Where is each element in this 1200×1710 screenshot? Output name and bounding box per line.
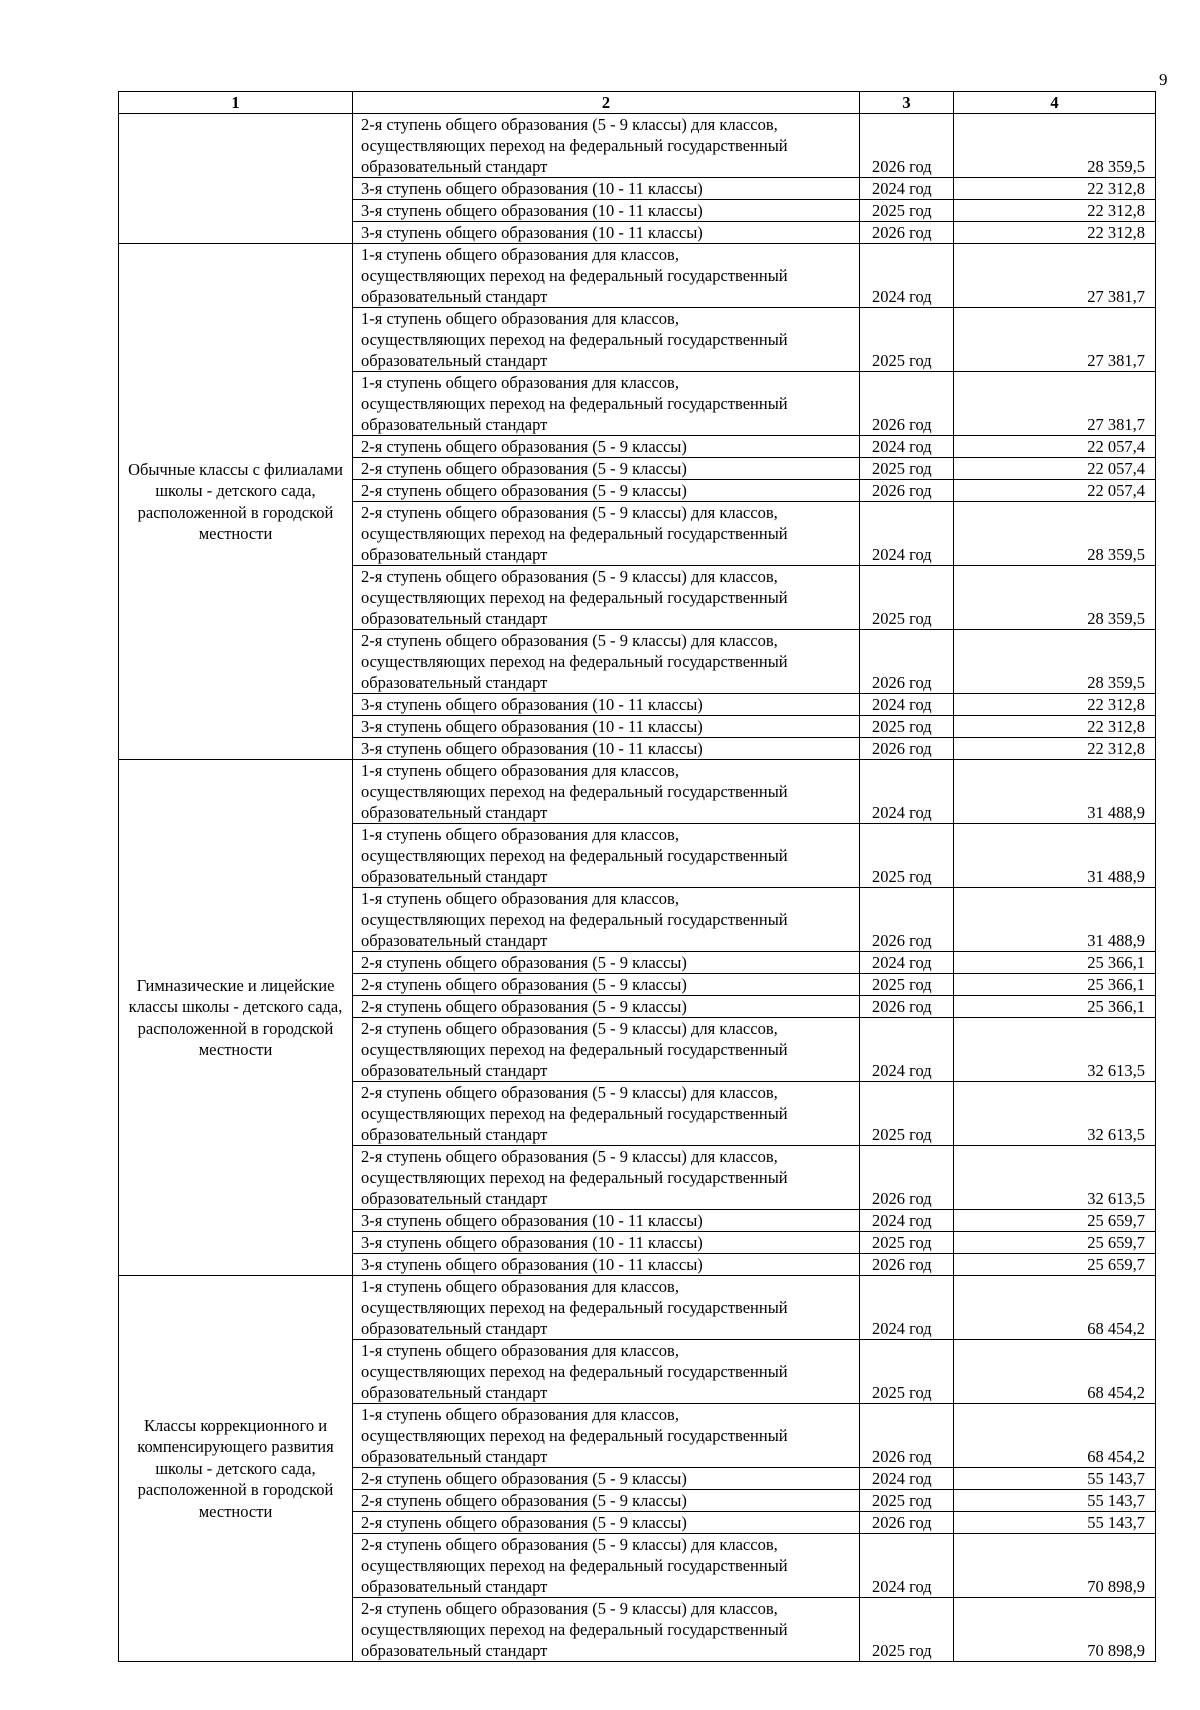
year-cell: 2026 год	[860, 1404, 954, 1468]
value-cell: 25 659,7	[954, 1254, 1156, 1276]
level-description-cell	[353, 1254, 860, 1276]
tariff-table	[118, 91, 1156, 1662]
description-line: 1-я ступень общего образования для классов,	[361, 309, 679, 328]
value-cell: 55 143,7	[954, 1490, 1156, 1512]
table-row	[119, 1276, 1156, 1340]
header-row	[119, 92, 1156, 114]
description-line: 1-я ступень общего образования для классов,	[361, 761, 679, 780]
level-description-cell	[353, 1404, 860, 1468]
level-description-cell	[353, 716, 860, 738]
level-description-cell	[353, 372, 860, 436]
level-description-cell	[353, 1018, 860, 1082]
year-cell: 2026 год	[860, 1254, 954, 1276]
level-description-cell	[353, 738, 860, 760]
year-cell: 2024 год	[860, 1210, 954, 1232]
year-cell: 2025 год	[860, 716, 954, 738]
value-cell: 28 359,5	[954, 114, 1156, 178]
year-cell: 2025 год	[860, 824, 954, 888]
description-line: осуществляющих переход на федеральный государственный	[361, 1040, 788, 1059]
description-line: осуществляющих переход на федеральный государственный	[361, 1620, 788, 1639]
description-line: образовательный стандарт	[361, 287, 548, 306]
description-line: 3-я ступень общего образования (10 - 11 классы)	[361, 201, 703, 220]
description-line: образовательный стандарт	[361, 673, 548, 692]
value-cell: 27 381,7	[954, 308, 1156, 372]
column-header: 4	[954, 92, 1156, 114]
level-description-cell	[353, 222, 860, 244]
description-line: 1-я ступень общего образования для классов,	[361, 373, 679, 392]
description-line: образовательный стандарт	[361, 1383, 548, 1402]
description-line: 2-я ступень общего образования (5 - 9 классы)	[361, 459, 687, 478]
level-description-cell	[353, 480, 860, 502]
value-cell: 68 454,2	[954, 1404, 1156, 1468]
description-line: осуществляющих переход на федеральный государственный	[361, 266, 788, 285]
year-cell: 2025 год	[860, 458, 954, 480]
table-row	[119, 760, 1156, 824]
description-line: осуществляющих переход на федеральный государственный	[361, 846, 788, 865]
table-body	[119, 114, 1156, 1662]
description-line: 3-я ступень общего образования (10 - 11 классы)	[361, 1255, 703, 1274]
value-cell: 68 454,2	[954, 1340, 1156, 1404]
level-description-cell	[353, 1340, 860, 1404]
description-line: осуществляющих переход на федеральный государственный	[361, 1362, 788, 1381]
level-description-cell	[353, 178, 860, 200]
value-cell: 31 488,9	[954, 760, 1156, 824]
column-header: 3	[860, 92, 954, 114]
level-description-cell	[353, 1232, 860, 1254]
year-cell: 2026 год	[860, 1146, 954, 1210]
level-description-cell	[353, 1468, 860, 1490]
description-line: осуществляющих переход на федеральный государственный	[361, 1556, 788, 1575]
description-line: осуществляющих переход на федеральный государственный	[361, 588, 788, 607]
level-description-cell	[353, 1276, 860, 1340]
level-description-cell	[353, 502, 860, 566]
value-cell: 27 381,7	[954, 372, 1156, 436]
value-cell: 25 659,7	[954, 1232, 1156, 1254]
level-description-cell	[353, 952, 860, 974]
description-line: образовательный стандарт	[361, 1125, 548, 1144]
value-cell: 22 312,8	[954, 716, 1156, 738]
description-line: 2-я ступень общего образования (5 - 9 классы) для классов,	[361, 1147, 778, 1166]
description-line: 1-я ступень общего образования для классов,	[361, 1277, 679, 1296]
description-line: 3-я ступень общего образования (10 - 11 классы)	[361, 179, 703, 198]
value-cell: 22 312,8	[954, 222, 1156, 244]
value-cell: 70 898,9	[954, 1534, 1156, 1598]
category-cell: Классы коррекционного и компенсирующего развития школы - детского сада, расположенной в городской местности	[119, 1276, 353, 1662]
value-cell: 22 057,4	[954, 480, 1156, 502]
description-line: 2-я ступень общего образования (5 - 9 классы)	[361, 953, 687, 972]
level-description-cell	[353, 888, 860, 952]
value-cell: 32 613,5	[954, 1146, 1156, 1210]
description-line: 1-я ступень общего образования для классов,	[361, 889, 679, 908]
level-description-cell	[353, 630, 860, 694]
description-line: образовательный стандарт	[361, 1577, 548, 1596]
year-cell: 2025 год	[860, 1598, 954, 1662]
description-line: образовательный стандарт	[361, 1189, 548, 1208]
value-cell: 55 143,7	[954, 1512, 1156, 1534]
description-line: осуществляющих переход на федеральный государственный	[361, 910, 788, 929]
description-line: осуществляющих переход на федеральный государственный	[361, 782, 788, 801]
description-line: 2-я ступень общего образования (5 - 9 классы) для классов,	[361, 631, 778, 650]
table-row	[119, 244, 1156, 308]
description-line: 2-я ступень общего образования (5 - 9 классы)	[361, 481, 687, 500]
value-cell: 22 312,8	[954, 738, 1156, 760]
description-line: 1-я ступень общего образования для классов,	[361, 245, 679, 264]
value-cell: 25 366,1	[954, 952, 1156, 974]
description-line: 1-я ступень общего образования для классов,	[361, 1405, 679, 1424]
level-description-cell	[353, 436, 860, 458]
description-line: образовательный стандарт	[361, 609, 548, 628]
value-cell: 31 488,9	[954, 824, 1156, 888]
description-line: 3-я ступень общего образования (10 - 11 классы)	[361, 717, 703, 736]
description-line: 2-я ступень общего образования (5 - 9 классы) для классов,	[361, 1599, 778, 1618]
year-cell: 2025 год	[860, 308, 954, 372]
year-cell: 2026 год	[860, 222, 954, 244]
level-description-cell	[353, 566, 860, 630]
description-line: осуществляющих переход на федеральный государственный	[361, 1104, 788, 1123]
level-description-cell	[353, 694, 860, 716]
year-cell: 2024 год	[860, 244, 954, 308]
year-cell: 2026 год	[860, 1512, 954, 1534]
year-cell: 2024 год	[860, 1468, 954, 1490]
description-line: 2-я ступень общего образования (5 - 9 классы) для классов,	[361, 1535, 778, 1554]
year-cell: 2025 год	[860, 1232, 954, 1254]
value-cell: 32 613,5	[954, 1018, 1156, 1082]
description-line: образовательный стандарт	[361, 545, 548, 564]
description-line: 3-я ступень общего образования (10 - 11 классы)	[361, 1211, 703, 1230]
year-cell: 2026 год	[860, 996, 954, 1018]
description-line: образовательный стандарт	[361, 867, 548, 886]
value-cell: 68 454,2	[954, 1276, 1156, 1340]
description-line: осуществляющих переход на федеральный государственный	[361, 330, 788, 349]
level-description-cell	[353, 1210, 860, 1232]
category-cell: Гимназические и лицейские классы школы - детского сада, расположенной в городской местности	[119, 760, 353, 1276]
year-cell: 2025 год	[860, 200, 954, 222]
description-line: 2-я ступень общего образования (5 - 9 классы)	[361, 1513, 687, 1532]
description-line: образовательный стандарт	[361, 351, 548, 370]
description-line: образовательный стандарт	[361, 1447, 548, 1466]
year-cell: 2025 год	[860, 974, 954, 996]
year-cell: 2024 год	[860, 952, 954, 974]
description-line: образовательный стандарт	[361, 415, 548, 434]
value-cell: 22 057,4	[954, 458, 1156, 480]
year-cell: 2024 год	[860, 502, 954, 566]
value-cell: 25 659,7	[954, 1210, 1156, 1232]
description-line: 3-я ступень общего образования (10 - 11 классы)	[361, 695, 703, 714]
level-description-cell	[353, 824, 860, 888]
level-description-cell	[353, 974, 860, 996]
value-cell: 22 312,8	[954, 178, 1156, 200]
description-line: образовательный стандарт	[361, 1319, 548, 1338]
value-cell: 55 143,7	[954, 1468, 1156, 1490]
description-line: 2-я ступень общего образования (5 - 9 классы) для классов,	[361, 115, 778, 134]
level-description-cell	[353, 1490, 860, 1512]
year-cell: 2024 год	[860, 178, 954, 200]
level-description-cell	[353, 1534, 860, 1598]
year-cell: 2026 год	[860, 114, 954, 178]
description-line: образовательный стандарт	[361, 157, 548, 176]
year-cell: 2026 год	[860, 888, 954, 952]
column-header: 1	[119, 92, 353, 114]
level-description-cell	[353, 200, 860, 222]
year-cell: 2024 год	[860, 1276, 954, 1340]
value-cell: 25 366,1	[954, 974, 1156, 996]
description-line: 3-я ступень общего образования (10 - 11 классы)	[361, 223, 703, 242]
level-description-cell	[353, 308, 860, 372]
description-line: 2-я ступень общего образования (5 - 9 классы) для классов,	[361, 1083, 778, 1102]
column-header: 2	[353, 92, 860, 114]
value-cell: 22 057,4	[954, 436, 1156, 458]
description-line: осуществляющих переход на федеральный государственный	[361, 1426, 788, 1445]
value-cell: 70 898,9	[954, 1598, 1156, 1662]
level-description-cell	[353, 1082, 860, 1146]
description-line: осуществляющих переход на федеральный государственный	[361, 136, 788, 155]
value-cell: 31 488,9	[954, 888, 1156, 952]
description-line: 3-я ступень общего образования (10 - 11 классы)	[361, 1233, 703, 1252]
description-line: 2-я ступень общего образования (5 - 9 классы)	[361, 997, 687, 1016]
page-number: 9	[1159, 70, 1168, 89]
category-cell	[119, 114, 353, 244]
year-cell: 2024 год	[860, 760, 954, 824]
description-line: осуществляющих переход на федеральный государственный	[361, 524, 788, 543]
description-line: 2-я ступень общего образования (5 - 9 классы) для классов,	[361, 503, 778, 522]
year-cell: 2026 год	[860, 372, 954, 436]
description-line: 2-я ступень общего образования (5 - 9 классы)	[361, 975, 687, 994]
year-cell: 2024 год	[860, 1534, 954, 1598]
description-line: 1-я ступень общего образования для классов,	[361, 1341, 679, 1360]
value-cell: 32 613,5	[954, 1082, 1156, 1146]
level-description-cell	[353, 458, 860, 480]
description-line: образовательный стандарт	[361, 931, 548, 950]
value-cell: 22 312,8	[954, 200, 1156, 222]
value-cell: 25 366,1	[954, 996, 1156, 1018]
description-line: 2-я ступень общего образования (5 - 9 классы) для классов,	[361, 567, 778, 586]
description-line: 1-я ступень общего образования для классов,	[361, 825, 679, 844]
description-line: образовательный стандарт	[361, 803, 548, 822]
value-cell: 22 312,8	[954, 694, 1156, 716]
value-cell: 28 359,5	[954, 502, 1156, 566]
description-line: осуществляющих переход на федеральный государственный	[361, 1168, 788, 1187]
year-cell: 2024 год	[860, 436, 954, 458]
level-description-cell	[353, 1598, 860, 1662]
year-cell: 2025 год	[860, 566, 954, 630]
year-cell: 2025 год	[860, 1082, 954, 1146]
year-cell: 2026 год	[860, 630, 954, 694]
description-line: осуществляющих переход на федеральный государственный	[361, 652, 788, 671]
description-line: 2-я ступень общего образования (5 - 9 классы) для классов,	[361, 1019, 778, 1038]
description-line: 2-я ступень общего образования (5 - 9 классы)	[361, 1469, 687, 1488]
year-cell: 2025 год	[860, 1490, 954, 1512]
level-description-cell	[353, 114, 860, 178]
level-description-cell	[353, 760, 860, 824]
value-cell: 28 359,5	[954, 566, 1156, 630]
year-cell: 2025 год	[860, 1340, 954, 1404]
table-row	[119, 114, 1156, 178]
level-description-cell	[353, 1146, 860, 1210]
description-line: 2-я ступень общего образования (5 - 9 классы)	[361, 437, 687, 456]
year-cell: 2026 год	[860, 480, 954, 502]
level-description-cell	[353, 1512, 860, 1534]
year-cell: 2024 год	[860, 694, 954, 716]
level-description-cell	[353, 244, 860, 308]
description-line: осуществляющих переход на федеральный государственный	[361, 1298, 788, 1317]
description-line: 3-я ступень общего образования (10 - 11 классы)	[361, 739, 703, 758]
description-line: 2-я ступень общего образования (5 - 9 классы)	[361, 1491, 687, 1510]
description-line: осуществляющих переход на федеральный государственный	[361, 394, 788, 413]
value-cell: 28 359,5	[954, 630, 1156, 694]
description-line: образовательный стандарт	[361, 1641, 548, 1660]
year-cell: 2024 год	[860, 1018, 954, 1082]
value-cell: 27 381,7	[954, 244, 1156, 308]
level-description-cell	[353, 996, 860, 1018]
year-cell: 2026 год	[860, 738, 954, 760]
description-line: образовательный стандарт	[361, 1061, 548, 1080]
category-cell: Обычные классы с филиалами школы - детского сада, расположенной в городской местности	[119, 244, 353, 760]
